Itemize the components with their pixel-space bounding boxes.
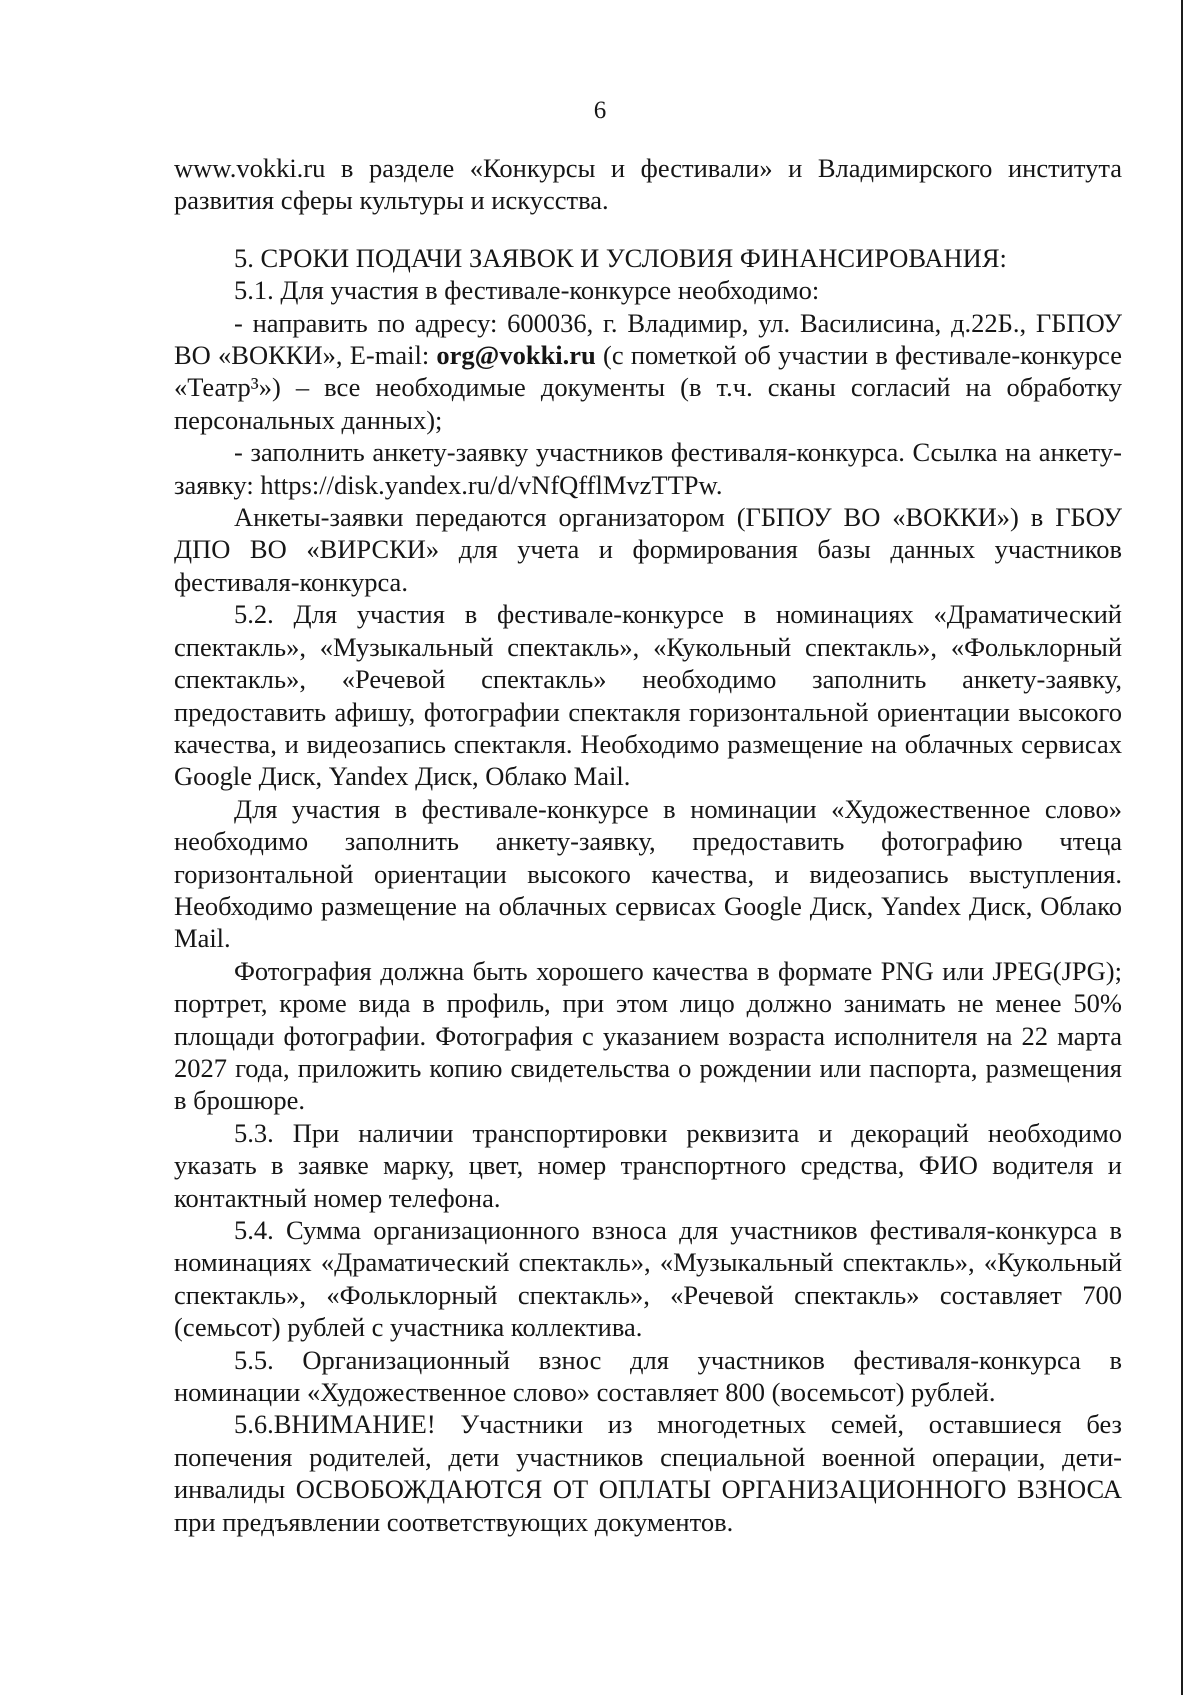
- paragraph-5-4: 5.4. Сумма организационного взноса для участников фестиваля-конкурса в номинациях «Драматический спектакль», «Музыкальный спектакль», «Кукольный спектакль», «Фольклорный спектакль», «Речевой спектакль» составляет 700 (семьсот) рублей с участника коллектива.: [174, 1215, 1122, 1343]
- photo-requirements-paragraph: Фотография должна быть хорошего качества в формате PNG или JPEG(JPG); портрет, кроме вида в профиль, при этом лицо должно занимать не менее 50% площади фотографии. Фотография с указанием возраста исполнителя на 22 марта 2027 года, приложить копию свидетельства о рождении или паспорта, размещения в брошюре.: [174, 955, 1122, 1116]
- paragraph-5-5: 5.5. Организационный взнос для участников фестиваля-конкурса в номинации «Художественное слово» составляет 800 (восемьсот) рублей.: [174, 1344, 1122, 1408]
- intro-paragraph: www.vokki.ru в разделе «Конкурсы и фестивали» и Владимирского института развития сферы культуры и искусства.: [174, 153, 1122, 216]
- section-heading: 5. СРОКИ ПОДАЧИ ЗАЯВОК И УСЛОВИЯ ФИНАНСИРОВАНИЯ:: [234, 242, 1007, 273]
- artistic-word-paragraph: Для участия в фестивале-конкурсе в номинации «Художественное слово» необходимо заполнить анкету-заявку, предоставить фотографию чтеца горизонтальной ориентации высокого качества, и видеозапись выступления. Необходимо размещение на облачных сервисах Google Диск, Yandex Диск, Облако Mail.: [174, 793, 1122, 954]
- paragraph-5-2: 5.2. Для участия в фестивале-конкурсе в номинациях «Драматический спектакль», «Музыкальный спектакль», «Кукольный спектакль», «Фольклорный спектакль», «Речевой спектакль» необходимо заполнить анкету-заявку, предоставить афишу, фотографии спектакля горизонтальной ориентации высокого качества, и видеозапись спектакля. Необходимо размещение на облачных сервисах Google Диск, Yandex Диск, Облако Mail.: [174, 599, 1122, 792]
- paragraph-5-3: 5.3. При наличии транспортировки реквизита и декораций необходимо указать в заявке марку, цвет, номер транспортного средства, ФИО водителя и контактный номер телефона.: [174, 1117, 1122, 1213]
- forms-transfer-paragraph: Анкеты-заявки передаются организатором (ГБПОУ ВО «ВОККИ») в ГБОУ ДПО ВО «ВИРСКИ» для учета и формирования базы данных участников фестиваля-конкурса.: [174, 502, 1122, 597]
- email-address: org@vokki.ru: [436, 340, 596, 371]
- address-text: - направить по адресу: 600036, г. Владимир, ул. Василисина, д.22Б., ГБПОУ ВО «ВОККИ», E-mail:: [174, 307, 1122, 371]
- form-item: - заполнить анкету-заявку участников фестиваля-конкурса. Ссылка на анкету-заявку: https://disk.yandex.ru/d/vNfQfflMvzTTPw.: [174, 437, 1122, 500]
- address-item: [174, 307, 1122, 437]
- page-edge-line: [1181, 0, 1183, 1695]
- document-body: [174, 152, 1122, 1538]
- address-note: (с пометкой об участии в фестивале-конкурсе «Театр³») – все необходимые документы (в т.ч. сканы согласий на обработку персональных данных);: [174, 340, 1122, 435]
- page-number: 6: [593, 97, 607, 124]
- paragraph-5-1: 5.1. Для участия в фестивале-конкурсе необходимо:: [234, 275, 820, 306]
- paragraph-5-6: 5.6.ВНИМАНИЕ! Участники из многодетных семей, оставшиеся без попечения родителей, дети участников специальной военной операции, дети-инвалиды ОСВОБОЖДАЮТСЯ ОТ ОПЛАТЫ ОРГАНИЗАЦИОННОГО ВЗНОСА при предъявлении соответствующих документов.: [174, 1409, 1122, 1537]
